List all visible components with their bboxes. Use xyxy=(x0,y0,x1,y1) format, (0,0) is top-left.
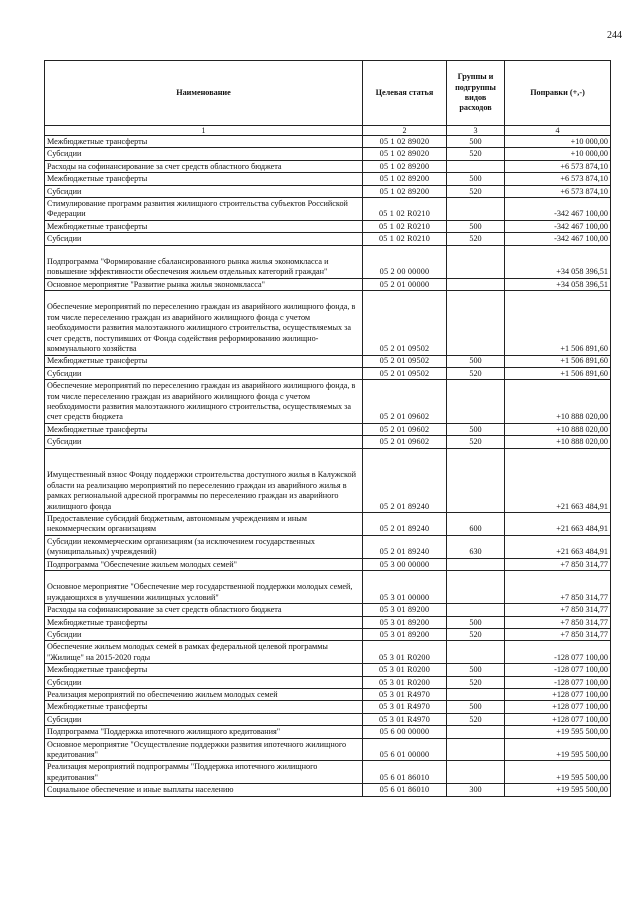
table-row xyxy=(45,436,611,448)
column-numbers-row xyxy=(45,126,611,136)
row-name: Субсидии xyxy=(45,185,363,197)
row-amount: +6 573 874,10 xyxy=(505,173,611,185)
row-amount: -342 467 100,00 xyxy=(505,220,611,232)
table-row xyxy=(45,136,611,148)
row-amount: +10 000,00 xyxy=(505,148,611,160)
row-name: Реализация мероприятий подпрограммы "Поддержка ипотечного жилищного кредитования" xyxy=(45,761,363,784)
row-target-article: 05 3 01 R0200 xyxy=(363,664,447,676)
table-row xyxy=(45,558,611,570)
row-name: Обеспечение мероприятий по переселению граждан из аварийного жилищного фонда, в том числе переселению граждан из аварийного жилищного фонда с учетом необходимости развития малоэтажного жилищного строительства, осуществляемых за счет средств бюджета xyxy=(45,380,363,424)
table-row xyxy=(45,355,611,367)
row-name: Стимулирование программ развития жилищного строительства субъектов Российской Федерации xyxy=(45,197,363,220)
row-amount: +19 595 500,00 xyxy=(505,738,611,761)
row-name: Имущественный взнос Фонду поддержки строительства доступного жилья в Калужской области на реализацию мероприятий по переселению граждан из аварийного жилья в рамках региональной адресной программы по переселению граждан из аварийного жилищного фонда xyxy=(45,448,363,512)
row-amount: +19 595 500,00 xyxy=(505,726,611,738)
row-amount: +21 663 484,91 xyxy=(505,535,611,558)
table-row xyxy=(45,367,611,379)
row-name: Расходы на софинансирование за счет средств областного бюджета xyxy=(45,604,363,616)
row-target-article: 05 1 02 89020 xyxy=(363,136,447,148)
table-row xyxy=(45,160,611,172)
row-expense-group: 520 xyxy=(447,148,505,160)
table-row xyxy=(45,761,611,784)
table-row xyxy=(45,641,611,664)
row-amount: +21 663 484,91 xyxy=(505,448,611,512)
row-expense-group xyxy=(447,604,505,616)
row-name: Межбюджетные трансферты xyxy=(45,616,363,628)
table-row xyxy=(45,423,611,435)
row-expense-group xyxy=(447,558,505,570)
table-row xyxy=(45,448,611,512)
row-name: Межбюджетные трансферты xyxy=(45,423,363,435)
row-expense-group: 520 xyxy=(447,436,505,448)
table-row xyxy=(45,380,611,424)
row-target-article: 05 3 01 89200 xyxy=(363,604,447,616)
row-name: Межбюджетные трансферты xyxy=(45,136,363,148)
row-target-article: 05 2 01 09602 xyxy=(363,436,447,448)
table-row xyxy=(45,784,611,796)
row-name: Субсидии xyxy=(45,676,363,688)
row-name: Подпрограмма "Обеспечение жильем молодых семей" xyxy=(45,558,363,570)
row-name: Субсидии xyxy=(45,233,363,245)
row-name: Подпрограмма "Поддержка ипотечного жилищного кредитования" xyxy=(45,726,363,738)
row-target-article: 05 3 01 R0200 xyxy=(363,641,447,664)
row-target-article: 05 1 02 R0210 xyxy=(363,220,447,232)
row-target-article: 05 1 02 R0210 xyxy=(363,197,447,220)
row-amount: +19 595 500,00 xyxy=(505,784,611,796)
row-target-article: 05 2 01 09602 xyxy=(363,380,447,424)
row-name: Межбюджетные трансферты xyxy=(45,220,363,232)
row-amount: +10 000,00 xyxy=(505,136,611,148)
row-expense-group xyxy=(447,291,505,355)
row-amount: +7 850 314,77 xyxy=(505,616,611,628)
row-target-article: 05 3 01 R4970 xyxy=(363,701,447,713)
row-expense-group xyxy=(447,688,505,700)
row-amount: +34 058 396,51 xyxy=(505,278,611,290)
table-row xyxy=(45,278,611,290)
row-amount: +6 573 874,10 xyxy=(505,160,611,172)
row-target-article: 05 1 02 R0210 xyxy=(363,233,447,245)
column-number: 4 xyxy=(505,126,611,136)
row-amount: -128 077 100,00 xyxy=(505,641,611,664)
row-amount: +128 077 100,00 xyxy=(505,688,611,700)
row-expense-group: 520 xyxy=(447,676,505,688)
row-expense-group: 500 xyxy=(447,423,505,435)
header-name: Наименование xyxy=(45,61,363,126)
row-expense-group: 630 xyxy=(447,535,505,558)
table-row xyxy=(45,535,611,558)
row-name: Межбюджетные трансферты xyxy=(45,173,363,185)
row-name: Субсидии xyxy=(45,148,363,160)
row-name: Субсидии xyxy=(45,713,363,725)
table-row xyxy=(45,148,611,160)
row-amount: +19 595 500,00 xyxy=(505,761,611,784)
row-name: Межбюджетные трансферты xyxy=(45,355,363,367)
row-target-article: 05 3 01 R0200 xyxy=(363,676,447,688)
row-amount: +7 850 314,77 xyxy=(505,604,611,616)
page-number: 244 xyxy=(607,30,622,41)
table-row xyxy=(45,726,611,738)
row-expense-group: 500 xyxy=(447,355,505,367)
row-expense-group xyxy=(447,380,505,424)
row-target-article: 05 3 01 R4970 xyxy=(363,688,447,700)
row-amount: +21 663 484,91 xyxy=(505,513,611,536)
row-name: Реализация мероприятий по обеспечению жильем молодых семей xyxy=(45,688,363,700)
row-expense-group xyxy=(447,738,505,761)
table-row xyxy=(45,185,611,197)
row-name: Субсидии некоммерческим организациям (за исключением государственных (муниципальных) учреждений) xyxy=(45,535,363,558)
row-expense-group: 520 xyxy=(447,233,505,245)
table-header-row xyxy=(45,61,611,126)
row-expense-group xyxy=(447,448,505,512)
row-target-article: 05 2 01 89240 xyxy=(363,513,447,536)
table-row xyxy=(45,233,611,245)
table-row xyxy=(45,713,611,725)
row-amount: -128 077 100,00 xyxy=(505,676,611,688)
table-row xyxy=(45,291,611,355)
row-amount: +7 850 314,77 xyxy=(505,571,611,604)
table-row xyxy=(45,197,611,220)
row-expense-group: 500 xyxy=(447,664,505,676)
table-row xyxy=(45,513,611,536)
row-name: Субсидии xyxy=(45,367,363,379)
header-amendments: Поправки (+,-) xyxy=(505,61,611,126)
row-amount: +128 077 100,00 xyxy=(505,713,611,725)
table-row xyxy=(45,676,611,688)
row-amount: +7 850 314,77 xyxy=(505,558,611,570)
row-target-article: 05 3 01 00000 xyxy=(363,571,447,604)
row-target-article: 05 2 00 00000 xyxy=(363,245,447,278)
table-row xyxy=(45,629,611,641)
row-target-article: 05 1 02 89020 xyxy=(363,148,447,160)
row-expense-group: 500 xyxy=(447,173,505,185)
row-name: Обеспечение мероприятий по переселению граждан из аварийного жилищного фонда, в том числе переселению граждан из аварийного жилищного фонда с учетом необходимости развития малоэтажного жилищного строительства, осуществляемых за счет средств, поступивших от Фонда содействия реформированию жилищно-коммунального хозяйства xyxy=(45,291,363,355)
row-expense-group: 500 xyxy=(447,136,505,148)
row-target-article: 05 1 02 89200 xyxy=(363,160,447,172)
header-target-article: Целевая статья xyxy=(363,61,447,126)
row-expense-group xyxy=(447,197,505,220)
row-amount: -342 467 100,00 xyxy=(505,197,611,220)
table-row xyxy=(45,173,611,185)
row-amount: +10 888 020,00 xyxy=(505,380,611,424)
table-row xyxy=(45,738,611,761)
table-row xyxy=(45,220,611,232)
column-number: 3 xyxy=(447,126,505,136)
row-name: Обеспечение жильем молодых семей в рамках федеральной целевой программы "Жилище" на 2015-2020 годы xyxy=(45,641,363,664)
row-target-article: 05 6 00 00000 xyxy=(363,726,447,738)
row-expense-group xyxy=(447,571,505,604)
row-target-article: 05 3 01 89200 xyxy=(363,629,447,641)
row-amount: -342 467 100,00 xyxy=(505,233,611,245)
row-name: Субсидии xyxy=(45,629,363,641)
row-target-article: 05 6 01 00000 xyxy=(363,738,447,761)
row-expense-group: 520 xyxy=(447,629,505,641)
row-expense-group xyxy=(447,726,505,738)
table-row xyxy=(45,604,611,616)
row-expense-group: 300 xyxy=(447,784,505,796)
row-target-article: 05 6 01 86010 xyxy=(363,761,447,784)
row-name: Основное мероприятие "Обеспечение мер государственной поддержки молодых семей, нуждающихся в улучшении жилищных условий" xyxy=(45,571,363,604)
row-expense-group xyxy=(447,761,505,784)
row-amount: +10 888 020,00 xyxy=(505,423,611,435)
row-target-article: 05 1 02 89200 xyxy=(363,173,447,185)
row-expense-group: 500 xyxy=(447,220,505,232)
row-name: Основное мероприятие "Развитие рынка жилья экономкласса" xyxy=(45,278,363,290)
row-amount: +7 850 314,77 xyxy=(505,629,611,641)
row-name: Межбюджетные трансферты xyxy=(45,701,363,713)
row-name: Подпрограмма "Формирование сбалансированного рынка жилья экономкласса и повышение эффективности обеспечения жильем отдельных категорий граждан" xyxy=(45,245,363,278)
row-target-article: 05 3 01 89200 xyxy=(363,616,447,628)
row-amount: +128 077 100,00 xyxy=(505,701,611,713)
row-amount: +1 506 891,60 xyxy=(505,291,611,355)
row-expense-group: 500 xyxy=(447,701,505,713)
row-name: Межбюджетные трансферты xyxy=(45,664,363,676)
row-expense-group xyxy=(447,278,505,290)
row-target-article: 05 1 02 89200 xyxy=(363,185,447,197)
row-amount: +34 058 396,51 xyxy=(505,245,611,278)
row-target-article: 05 3 00 00000 xyxy=(363,558,447,570)
row-name: Основное мероприятие "Осуществление поддержки развития ипотечного жилищного кредитования" xyxy=(45,738,363,761)
column-number: 2 xyxy=(363,126,447,136)
row-expense-group: 600 xyxy=(447,513,505,536)
header-expense-groups: Группы и подгруппы видов расходов xyxy=(447,61,505,126)
row-target-article: 05 2 01 09602 xyxy=(363,423,447,435)
row-target-article: 05 2 01 89240 xyxy=(363,448,447,512)
row-target-article: 05 2 01 09502 xyxy=(363,291,447,355)
row-target-article: 05 2 01 00000 xyxy=(363,278,447,290)
table-row xyxy=(45,664,611,676)
row-expense-group: 520 xyxy=(447,185,505,197)
row-amount: +1 506 891,60 xyxy=(505,367,611,379)
budget-amendments-table xyxy=(44,60,611,797)
row-expense-group xyxy=(447,641,505,664)
row-target-article: 05 2 01 89240 xyxy=(363,535,447,558)
table-row xyxy=(45,571,611,604)
column-number: 1 xyxy=(45,126,363,136)
table-row xyxy=(45,245,611,278)
row-expense-group xyxy=(447,160,505,172)
row-target-article: 05 3 01 R4970 xyxy=(363,713,447,725)
row-name: Расходы на софинансирование за счет средств областного бюджета xyxy=(45,160,363,172)
row-amount: +6 573 874,10 xyxy=(505,185,611,197)
row-target-article: 05 2 01 09502 xyxy=(363,355,447,367)
row-target-article: 05 6 01 86010 xyxy=(363,784,447,796)
table-row xyxy=(45,701,611,713)
row-expense-group: 500 xyxy=(447,616,505,628)
row-expense-group xyxy=(447,245,505,278)
row-amount: +10 888 020,00 xyxy=(505,436,611,448)
table-row xyxy=(45,616,611,628)
row-expense-group: 520 xyxy=(447,367,505,379)
row-amount: +1 506 891,60 xyxy=(505,355,611,367)
table-row xyxy=(45,688,611,700)
row-expense-group: 520 xyxy=(447,713,505,725)
row-name: Социальное обеспечение и иные выплаты населению xyxy=(45,784,363,796)
row-target-article: 05 2 01 09502 xyxy=(363,367,447,379)
row-name: Предоставление субсидий бюджетным, автономным учреждениям и иным некоммерческим организациям xyxy=(45,513,363,536)
row-name: Субсидии xyxy=(45,436,363,448)
row-amount: -128 077 100,00 xyxy=(505,664,611,676)
